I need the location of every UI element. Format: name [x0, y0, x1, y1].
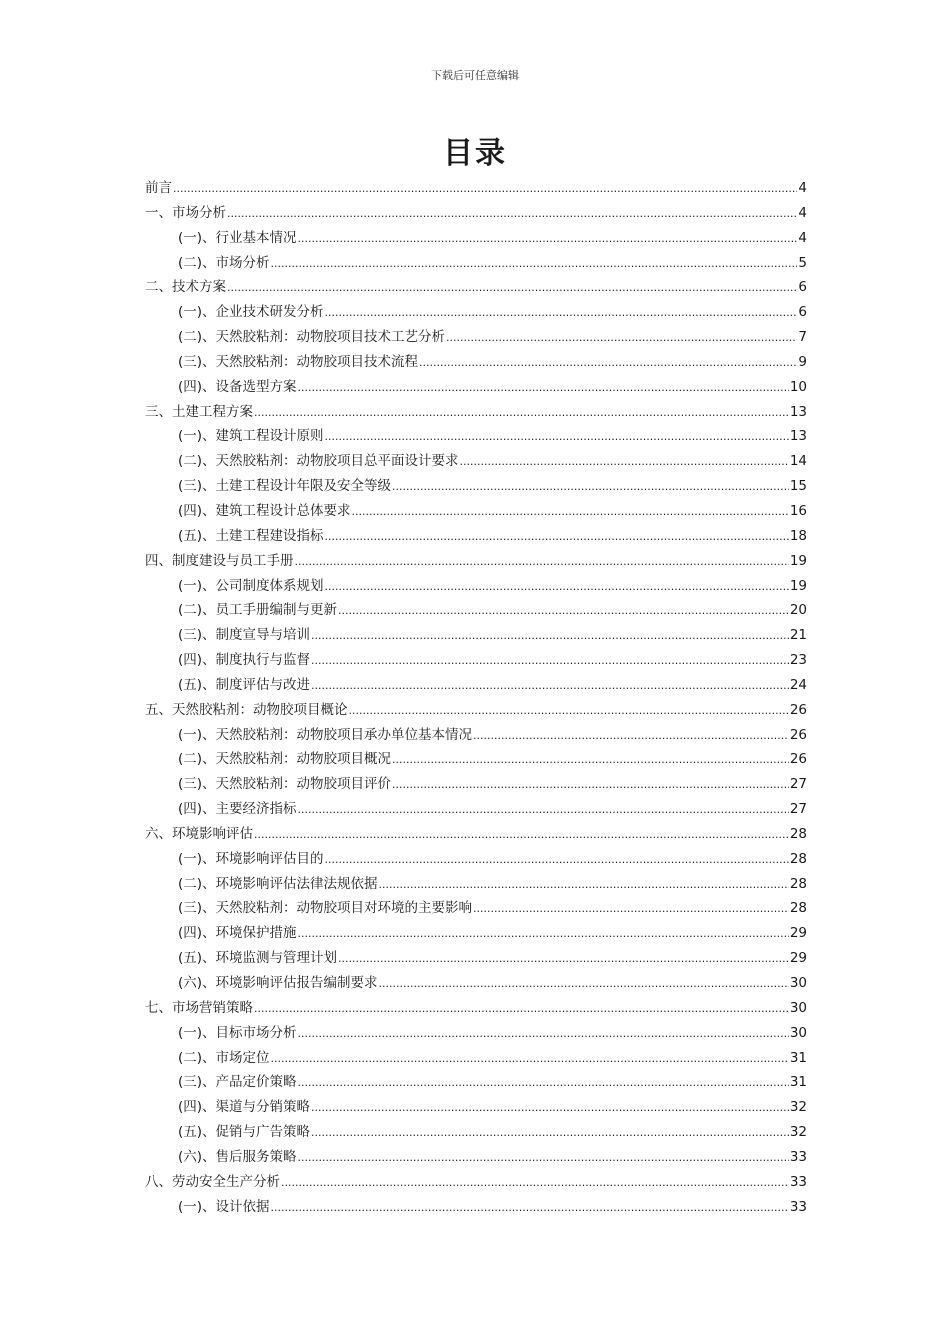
- toc-leader-dots: [392, 748, 789, 773]
- toc-entry-title: (一)、天然胶粘剂：动物胶项目承办单位基本情况: [178, 726, 473, 743]
- toc-entry[interactable]: [145, 673, 807, 698]
- toc-entry[interactable]: [145, 549, 807, 574]
- toc-entry-title: (三)、天然胶粘剂：动物胶项目评价: [178, 776, 392, 793]
- toc-entry-title: (三)、产品定价策略: [178, 1074, 297, 1091]
- header-note: 下载后可任意编辑: [431, 69, 519, 82]
- toc-entry-page: 33: [789, 1173, 807, 1190]
- toc-leader-dots: [325, 848, 789, 873]
- toc-entry-page: 29: [789, 925, 807, 942]
- toc-entry-page: 28: [789, 825, 807, 842]
- toc-leader-dots: [419, 351, 797, 376]
- toc-leader-dots: [446, 326, 797, 351]
- toc-entry[interactable]: [145, 1120, 807, 1145]
- toc-entry[interactable]: [145, 226, 807, 251]
- toc-leader-dots: [325, 575, 789, 600]
- toc-entry[interactable]: [145, 499, 807, 524]
- toc-entry-page: 15: [789, 478, 807, 495]
- toc-leader-dots: [352, 500, 789, 525]
- toc-leader-dots: [338, 599, 789, 624]
- toc-leader-dots: [271, 252, 798, 277]
- toc-entry-title: (四)、设备选型方案: [178, 378, 297, 395]
- toc-leader-dots: [173, 177, 797, 202]
- toc-leader-dots: [298, 798, 789, 823]
- toc-entry-page: 21: [789, 627, 807, 644]
- toc-entry-page: 33: [789, 1198, 807, 1215]
- toc-entry-page: 27: [789, 776, 807, 793]
- toc-entry-page: 31: [789, 1074, 807, 1091]
- toc-entry-page: 30: [789, 1024, 807, 1041]
- toc-entry-title: 三、土建工程方案: [145, 403, 253, 420]
- toc-leader-dots: [271, 1196, 789, 1221]
- toc-entry-title: 二、技术方案: [145, 279, 226, 296]
- toc-entry-title: 八、劳动安全生产分析: [145, 1173, 280, 1190]
- toc-entry-title: (二)、天然胶粘剂：动物胶项目概况: [178, 751, 392, 768]
- toc-entry-page: 26: [789, 726, 807, 743]
- toc-entry-title: (四)、建筑工程设计总体要求: [178, 502, 351, 519]
- toc-entry[interactable]: [145, 1095, 807, 1120]
- toc-entry-title: (四)、环境保护措施: [178, 925, 297, 942]
- toc-entry[interactable]: [145, 698, 807, 723]
- toc-entry[interactable]: [145, 400, 807, 425]
- toc-entry-title: (一)、环境影响评估目的: [178, 850, 324, 867]
- toc-leader-dots: [311, 1121, 789, 1146]
- toc-leader-dots: [281, 1171, 789, 1196]
- toc-leader-dots: [325, 425, 789, 450]
- toc-entry[interactable]: [145, 275, 807, 300]
- toc-entry-page: 30: [789, 975, 807, 991]
- toc-entry-page: 28: [789, 875, 807, 892]
- toc-entry[interactable]: [145, 201, 807, 226]
- toc-entry-page: 6: [798, 304, 807, 321]
- toc-entry-page: 13: [789, 428, 807, 445]
- toc-entry-page: 29: [789, 950, 807, 967]
- toc-leader-dots: [338, 947, 789, 972]
- toc-entry[interactable]: [145, 1195, 807, 1220]
- toc-entry[interactable]: [145, 971, 807, 996]
- toc-entry-page: 20: [789, 602, 807, 619]
- toc-entry-title: (三)、天然胶粘剂：动物胶项目技术流程: [178, 353, 419, 370]
- toc-entry-title: (二)、天然胶粘剂：动物胶项目总平面设计要求: [178, 453, 459, 470]
- toc-entry[interactable]: [145, 1170, 807, 1195]
- toc-leader-dots: [295, 550, 789, 575]
- toc-entry-page: 13: [789, 403, 807, 420]
- toc-entry-page: 4: [798, 204, 807, 221]
- toc-entry-page: 10: [789, 378, 807, 395]
- toc-entry[interactable]: [145, 847, 807, 872]
- toc-entry[interactable]: [145, 574, 807, 599]
- toc-leader-dots: [460, 450, 789, 475]
- toc-entry-title: (四)、渠道与分销策略: [178, 1099, 311, 1116]
- toc-leader-dots: [392, 475, 789, 500]
- toc-entry-title: (一)、目标市场分析: [178, 1024, 297, 1041]
- toc-leader-dots: [311, 624, 789, 649]
- toc-entry-title: (一)、建筑工程设计原则: [178, 428, 324, 445]
- toc-entry-page: 19: [789, 552, 807, 569]
- toc-entry[interactable]: [145, 1070, 807, 1095]
- toc-entry-title: (六)、售后服务策略: [178, 1148, 297, 1165]
- toc-leader-dots: [227, 202, 797, 227]
- toc-leader-dots: [298, 227, 798, 252]
- toc-entry[interactable]: [145, 1021, 807, 1046]
- toc-entry-title: 七、市场营销策略: [145, 999, 253, 1016]
- toc-entry-title: (三)、土建工程设计年限及安全等级: [178, 478, 392, 495]
- toc-entry[interactable]: [145, 251, 807, 276]
- toc-entry-page: 32: [789, 1124, 807, 1141]
- toc-entry-page: 32: [789, 1099, 807, 1116]
- toc-entry-title: (三)、制度宣导与培训: [178, 627, 311, 644]
- toc-entry[interactable]: [145, 449, 807, 474]
- toc-entry-title: (三)、天然胶粘剂：动物胶项目对环境的主要影响: [178, 900, 473, 917]
- toc-entry-page: 31: [789, 1049, 807, 1066]
- toc-entry[interactable]: [145, 325, 807, 350]
- toc-entry[interactable]: [145, 747, 807, 772]
- toc-entry-page: 24: [789, 676, 807, 693]
- toc-entry[interactable]: [145, 1145, 807, 1170]
- toc-entry[interactable]: [145, 921, 807, 946]
- toc-entry[interactable]: [145, 623, 807, 648]
- toc-entry-page: 4: [798, 229, 807, 246]
- toc-entry[interactable]: [145, 176, 807, 201]
- toc-entry-title: (五)、环境监测与管理计划: [178, 950, 338, 967]
- toc-entry-page: 33: [789, 1148, 807, 1165]
- toc-leader-dots: [349, 699, 789, 724]
- toc-entry[interactable]: [145, 822, 807, 847]
- toc-entry[interactable]: [145, 474, 807, 499]
- toc-leader-dots: [298, 1146, 789, 1171]
- toc-entry[interactable]: [145, 375, 807, 400]
- toc-entry-title: 一、市场分析: [145, 204, 226, 221]
- toc-entry-title: 六、环境影响评估: [145, 825, 253, 842]
- toc-leader-dots: [271, 1047, 789, 1072]
- toc-entry-title: (四)、主要经济指标: [178, 801, 297, 818]
- toc-entry-title: (五)、促销与广告策略: [178, 1124, 311, 1141]
- toc-entry-title: (二)、环境影响评估法律法规依据: [178, 875, 378, 892]
- toc-entry-page: 9: [798, 353, 807, 370]
- toc-leader-dots: [379, 873, 789, 898]
- toc-entry[interactable]: [145, 598, 807, 623]
- toc-leader-dots: [325, 301, 798, 326]
- toc-entry[interactable]: [145, 996, 807, 1021]
- toc-entry-page: 28: [789, 850, 807, 867]
- toc-entry-page: 30: [789, 999, 807, 1016]
- toc-entry-title: 四、制度建设与员工手册: [145, 552, 294, 569]
- toc-entry-page: 26: [789, 751, 807, 768]
- toc-entry[interactable]: [145, 424, 807, 449]
- toc-leader-dots: [311, 649, 789, 674]
- toc-leader-dots: [298, 1071, 789, 1096]
- toc-entry[interactable]: [145, 772, 807, 797]
- toc-entry[interactable]: [145, 350, 807, 375]
- toc-entry-title: (五)、土建工程建设指标: [178, 527, 324, 544]
- toc-leader-dots: [473, 897, 789, 922]
- toc-leader-dots: [325, 525, 789, 550]
- toc-leader-dots: [473, 724, 789, 749]
- toc-entry-title: (六)、环境影响评估报告编制要求: [178, 975, 378, 991]
- toc-leader-dots: [254, 823, 789, 848]
- toc-entry-page: 6: [798, 279, 807, 296]
- toc-entry-title: (四)、制度执行与监督: [178, 652, 311, 669]
- toc-entry-page: 14: [789, 453, 807, 470]
- toc-leader-dots: [311, 674, 789, 699]
- toc-entry-title: (二)、天然胶粘剂：动物胶项目技术工艺分析: [178, 329, 446, 346]
- toc-leader-dots: [254, 997, 789, 1022]
- toc-entry[interactable]: [145, 300, 807, 325]
- toc-leader-dots: [254, 401, 789, 426]
- toc-entry-title: (二)、市场分析: [178, 254, 270, 271]
- toc-entry[interactable]: [145, 872, 807, 897]
- toc-entry[interactable]: [145, 797, 807, 822]
- toc-entry[interactable]: [145, 723, 807, 748]
- toc-entry-page: 26: [789, 701, 807, 718]
- toc-entry-page: 5: [798, 254, 807, 271]
- toc-entry-page: 19: [789, 577, 807, 594]
- toc-title: 目录: [443, 136, 507, 171]
- toc-entry[interactable]: [145, 524, 807, 549]
- toc-entry-page: 18: [789, 527, 807, 544]
- toc-entry[interactable]: [145, 1046, 807, 1071]
- toc-leader-dots: [298, 1022, 789, 1047]
- toc-entry-page: 28: [789, 900, 807, 917]
- toc-leader-dots: [298, 376, 789, 401]
- toc-entry-title: 五、天然胶粘剂：动物胶项目概论: [145, 701, 348, 718]
- toc-leader-dots: [298, 922, 789, 947]
- toc-entry[interactable]: [145, 896, 807, 921]
- toc-entry-page: 7: [798, 329, 807, 346]
- toc-entry-title: (一)、行业基本情况: [178, 229, 297, 246]
- toc-entry-title: (一)、企业技术研发分析: [178, 304, 324, 321]
- toc-entry-page: 16: [789, 502, 807, 519]
- toc-entry-title: (二)、员工手册编制与更新: [178, 602, 338, 619]
- toc-leader-dots: [392, 773, 789, 798]
- toc-entry-title: 前言: [145, 180, 172, 196]
- toc-entry-page: 27: [789, 801, 807, 818]
- toc-entry-title: (一)、设计依据: [178, 1198, 270, 1215]
- toc-entry-page: 4: [798, 180, 807, 196]
- toc-entry[interactable]: [145, 946, 807, 971]
- toc-entry-title: (五)、制度评估与改进: [178, 676, 311, 693]
- toc-leader-dots: [227, 276, 797, 301]
- toc-leader-dots: [379, 972, 789, 997]
- toc-leader-dots: [311, 1096, 789, 1121]
- toc-entry-title: (一)、公司制度体系规划: [178, 577, 324, 594]
- table-of-contents: [145, 176, 807, 1219]
- toc-entry-page: 23: [789, 652, 807, 669]
- toc-entry[interactable]: [145, 648, 807, 673]
- toc-entry-title: (二)、市场定位: [178, 1049, 270, 1066]
